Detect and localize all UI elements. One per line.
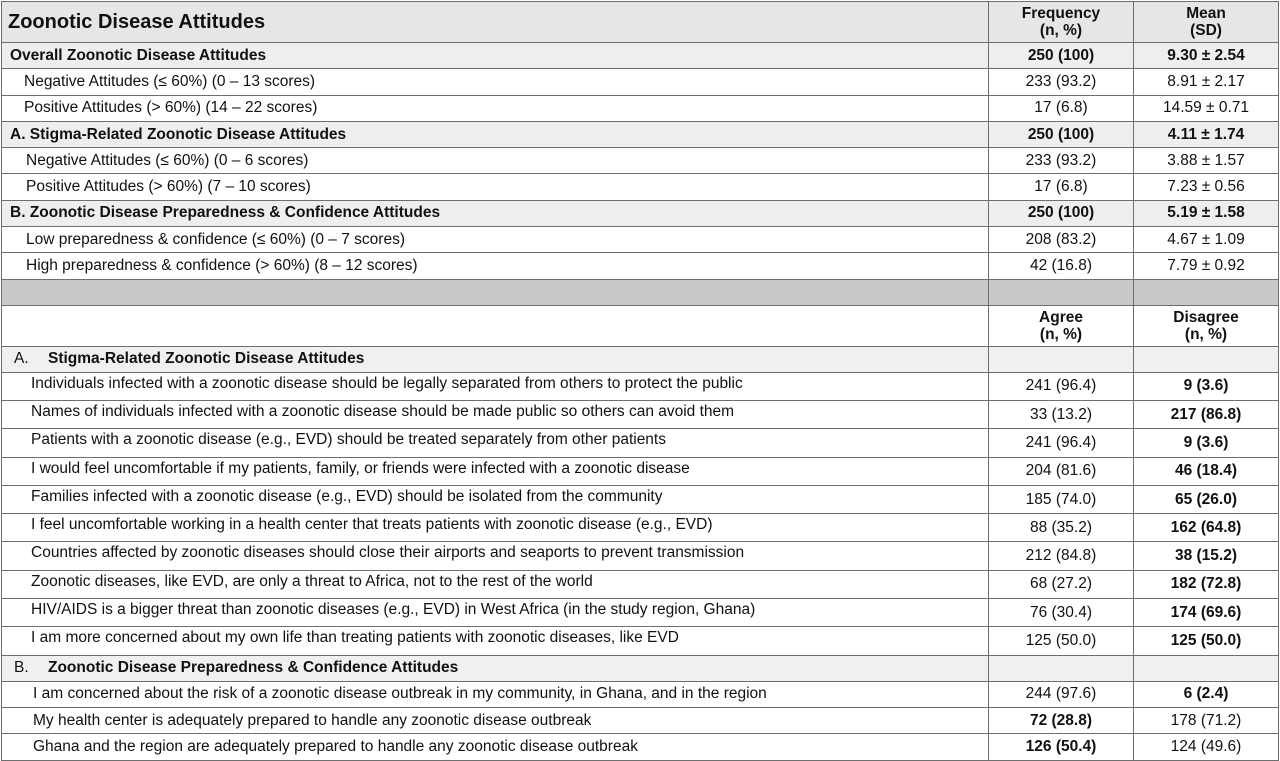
frequency-cell: 250 (100) xyxy=(989,121,1134,147)
statement-text: Names of individuals infected with a zoonotic disease should be made public so others can avoid them xyxy=(2,400,989,428)
summary-row xyxy=(2,148,1279,174)
statement-row xyxy=(2,485,1279,513)
statement-text: Ghana and the region are adequately prepared to handle any zoonotic disease outbreak xyxy=(2,734,989,760)
agree-cell: 241 (96.4) xyxy=(989,372,1134,400)
agree-cell: 125 (50.0) xyxy=(989,627,1134,655)
agree-cell: 88 (35.2) xyxy=(989,514,1134,542)
statement-row xyxy=(2,681,1279,707)
agreement-header-row xyxy=(2,305,1279,346)
frequency-cell: 233 (93.2) xyxy=(989,69,1134,95)
summary-section-row xyxy=(2,43,1279,69)
statement-text: My health center is adequately prepared to handle any zoonotic disease outbreak xyxy=(2,707,989,733)
blank-cell xyxy=(1134,346,1279,372)
statement-row xyxy=(2,707,1279,733)
statement-text: Countries affected by zoonotic diseases should close their airports and seaports to prevent transmission xyxy=(2,542,989,570)
frequency-cell: 233 (93.2) xyxy=(989,148,1134,174)
statement-row xyxy=(2,734,1279,760)
frequency-cell: 42 (16.8) xyxy=(989,253,1134,279)
disagree-cell: 38 (15.2) xyxy=(1134,542,1279,570)
disagree-cell: 162 (64.8) xyxy=(1134,514,1279,542)
col-header-mean: Mean (SD) xyxy=(1134,2,1279,43)
statement-row xyxy=(2,570,1279,598)
section-title xyxy=(2,346,989,372)
statement-row xyxy=(2,627,1279,655)
frequency-cell: 250 (100) xyxy=(989,200,1134,226)
item-section-row xyxy=(2,655,1279,681)
agree-cell: 126 (50.4) xyxy=(989,734,1134,760)
disagree-cell: 65 (26.0) xyxy=(1134,485,1279,513)
statement-row xyxy=(2,457,1279,485)
mean-cell: 4.67 ± 1.09 xyxy=(1134,227,1279,253)
agree-cell: 72 (28.8) xyxy=(989,707,1134,733)
agree-cell: 76 (30.4) xyxy=(989,599,1134,627)
frequency-cell: 17 (6.8) xyxy=(989,174,1134,200)
mean-cell: 7.79 ± 0.92 xyxy=(1134,253,1279,279)
blank-cell xyxy=(989,346,1134,372)
separator-cell xyxy=(989,279,1134,305)
agree-cell: 68 (27.2) xyxy=(989,570,1134,598)
statement-text: I am concerned about the risk of a zoonotic disease outbreak in my community, in Ghana, and in the region xyxy=(2,681,989,707)
col-header-frequency: Frequency (n, %) xyxy=(989,2,1134,43)
disagree-cell: 124 (49.6) xyxy=(1134,734,1279,760)
disagree-cell: 174 (69.6) xyxy=(1134,599,1279,627)
summary-row xyxy=(2,227,1279,253)
table-title: Zoonotic Disease Attitudes xyxy=(2,2,989,43)
summary-section-row xyxy=(2,200,1279,226)
agree-cell: 204 (81.6) xyxy=(989,457,1134,485)
frequency-cell: 17 (6.8) xyxy=(989,95,1134,121)
row-label: Positive Attitudes (> 60%) (14 – 22 scores) xyxy=(2,95,989,121)
statement-text: I am more concerned about my own life than treating patients with zoonotic diseases, like EVD xyxy=(2,627,989,655)
statement-text: I would feel uncomfortable if my patients, family, or friends were infected with a zoonotic disease xyxy=(2,457,989,485)
row-label: Positive Attitudes (> 60%) (7 – 10 scores) xyxy=(2,174,989,200)
separator-cell xyxy=(2,279,989,305)
statement-row xyxy=(2,372,1279,400)
statement-text: Zoonotic diseases, like EVD, are only a threat to Africa, not to the rest of the world xyxy=(2,570,989,598)
statement-row xyxy=(2,400,1279,428)
disagree-cell: 9 (3.6) xyxy=(1134,429,1279,457)
separator-cell xyxy=(1134,279,1279,305)
statement-text: Individuals infected with a zoonotic disease should be legally separated from others to protect the public xyxy=(2,372,989,400)
agree-cell: 185 (74.0) xyxy=(989,485,1134,513)
row-label: Overall Zoonotic Disease Attitudes xyxy=(2,43,989,69)
statement-row xyxy=(2,542,1279,570)
row-label: B. Zoonotic Disease Preparedness & Confidence Attitudes xyxy=(2,200,989,226)
mean-cell: 14.59 ± 0.71 xyxy=(1134,95,1279,121)
agree-cell: 33 (13.2) xyxy=(989,400,1134,428)
agree-cell: 241 (96.4) xyxy=(989,429,1134,457)
section-name: Stigma-Related Zoonotic Disease Attitudes xyxy=(48,350,365,368)
frequency-cell: 250 (100) xyxy=(989,43,1134,69)
mean-cell: 4.11 ± 1.74 xyxy=(1134,121,1279,147)
item-section-row xyxy=(2,346,1279,372)
disagree-cell: 217 (86.8) xyxy=(1134,400,1279,428)
row-label: Negative Attitudes (≤ 60%) (0 – 13 scores) xyxy=(2,69,989,95)
col-header-agree: Agree (n, %) xyxy=(989,305,1134,346)
mean-cell: 8.91 ± 2.17 xyxy=(1134,69,1279,95)
summary-row xyxy=(2,253,1279,279)
statement-text: Patients with a zoonotic disease (e.g., EVD) should be treated separately from other patients xyxy=(2,429,989,457)
section-letter: B. xyxy=(14,659,29,677)
summary-row xyxy=(2,95,1279,121)
statement-text: HIV/AIDS is a bigger threat than zoonotic diseases (e.g., EVD) in West Africa (in the study region, Ghana) xyxy=(2,599,989,627)
agree-cell: 244 (97.6) xyxy=(989,681,1134,707)
statement-text: Families infected with a zoonotic disease (e.g., EVD) should be isolated from the community xyxy=(2,485,989,513)
row-label: A. Stigma-Related Zoonotic Disease Attitudes xyxy=(2,121,989,147)
disagree-cell: 6 (2.4) xyxy=(1134,681,1279,707)
mean-cell: 9.30 ± 2.54 xyxy=(1134,43,1279,69)
disagree-cell: 182 (72.8) xyxy=(1134,570,1279,598)
row-label: Low preparedness & confidence (≤ 60%) (0 – 7 scores) xyxy=(2,227,989,253)
mean-cell: 5.19 ± 1.58 xyxy=(1134,200,1279,226)
mean-cell: 7.23 ± 0.56 xyxy=(1134,174,1279,200)
disagree-cell: 46 (18.4) xyxy=(1134,457,1279,485)
col-header-disagree: Disagree (n, %) xyxy=(1134,305,1279,346)
summary-section-row xyxy=(2,121,1279,147)
disagree-cell: 9 (3.6) xyxy=(1134,372,1279,400)
row-label: High preparedness & confidence (> 60%) (8 – 12 scores) xyxy=(2,253,989,279)
statement-row xyxy=(2,514,1279,542)
frequency-cell: 208 (83.2) xyxy=(989,227,1134,253)
separator-row xyxy=(2,279,1279,305)
agree-cell: 212 (84.8) xyxy=(989,542,1134,570)
mean-cell: 3.88 ± 1.57 xyxy=(1134,148,1279,174)
disagree-cell: 125 (50.0) xyxy=(1134,627,1279,655)
summary-row xyxy=(2,69,1279,95)
statement-row xyxy=(2,599,1279,627)
blank-cell xyxy=(1134,655,1279,681)
section-letter: A. xyxy=(14,350,29,368)
disagree-cell: 178 (71.2) xyxy=(1134,707,1279,733)
section-title xyxy=(2,655,989,681)
attitudes-table xyxy=(1,1,1279,761)
summary-row xyxy=(2,174,1279,200)
section-name: Zoonotic Disease Preparedness & Confidence Attitudes xyxy=(48,659,459,677)
statement-row xyxy=(2,429,1279,457)
row-label: Negative Attitudes (≤ 60%) (0 – 6 scores) xyxy=(2,148,989,174)
blank-header-cell xyxy=(2,305,989,346)
header-row xyxy=(2,2,1279,43)
blank-cell xyxy=(989,655,1134,681)
statement-text: I feel uncomfortable working in a health center that treats patients with zoonotic disease (e.g., EVD) xyxy=(2,514,989,542)
